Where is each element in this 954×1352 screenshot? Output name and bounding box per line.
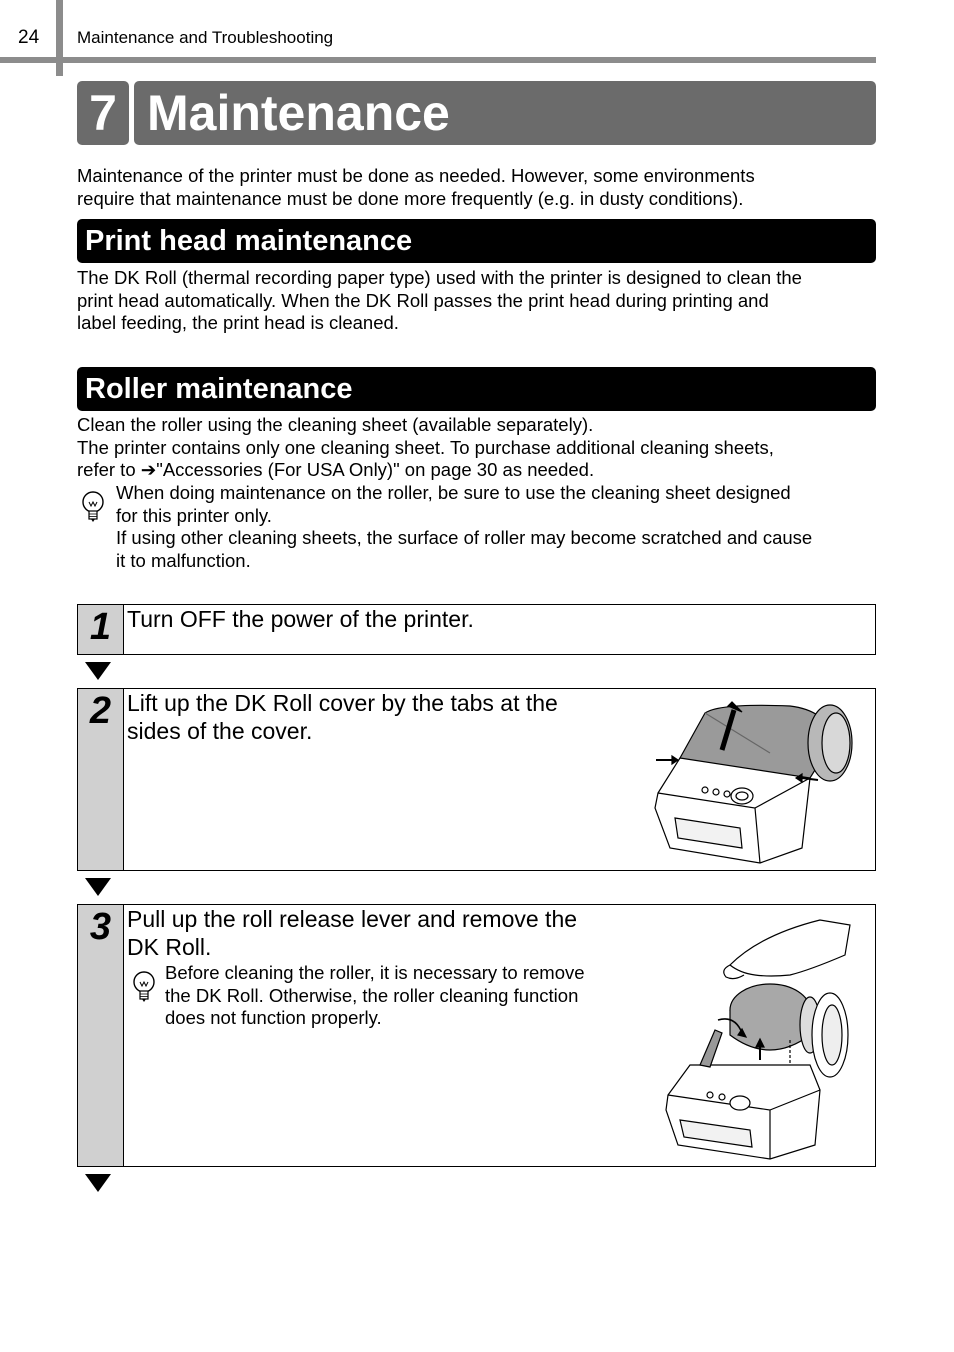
- instruction-line: DK Roll.: [127, 934, 212, 960]
- note-line: it to malfunction.: [116, 549, 251, 571]
- printer-cover-lift-illustration: [650, 698, 860, 866]
- step-number-column: [78, 605, 124, 654]
- paragraph-line: The printer contains only one cleaning sheet. To purchase additional cleaning sheets,: [77, 436, 774, 458]
- note-line: If using other cleaning sheets, the surface of roller may become scratched and cause: [116, 527, 813, 548]
- paragraph-line: refer to ➔"Accessories (For USA Only)" on page 30 as needed.: [77, 459, 595, 480]
- step-instruction: [127, 605, 474, 633]
- intro-paragraph: [77, 165, 867, 210]
- paragraph-line: Clean the roller using the cleaning sheet (available separately).: [77, 414, 594, 435]
- paragraph-line: print head automatically. When the DK Roll passes the print head during printing and: [77, 289, 769, 311]
- step-instruction: [127, 689, 558, 745]
- chapter-title: Maintenance: [134, 81, 876, 145]
- header-vertical-rule: [56, 0, 63, 76]
- step-number-column: [78, 905, 124, 1166]
- instruction-line: Pull up the roll release lever and remove the: [127, 906, 578, 932]
- note-line: When doing maintenance on the roller, be sure to use the cleaning sheet designed: [116, 482, 791, 503]
- running-header-title: Maintenance and Troubleshooting: [77, 28, 334, 47]
- down-arrow-icon: [85, 878, 111, 896]
- step-number: 3: [89, 906, 112, 948]
- roller-note: [116, 482, 876, 572]
- intro-line: Maintenance of the printer must be done as needed. However, some environments: [77, 165, 755, 186]
- step-3-note: [165, 962, 645, 1030]
- step-number: 2: [89, 690, 112, 732]
- lightbulb-icon: [80, 490, 106, 524]
- print-head-heading: Print head maintenance: [77, 219, 876, 263]
- instruction-line: sides of the cover.: [127, 718, 313, 744]
- step-instruction: [127, 905, 577, 961]
- down-arrow-icon: [85, 1174, 111, 1192]
- roller-paragraph: [77, 414, 877, 482]
- lightbulb-icon: [131, 970, 157, 1004]
- dk-roll-removal-illustration: [660, 915, 860, 1160]
- step-number: 1: [89, 606, 112, 648]
- note-line: Before cleaning the roller, it is necessary to remove: [165, 962, 585, 983]
- paragraph-line: label feeding, the print head is cleaned.: [77, 312, 399, 333]
- instruction-line: Lift up the DK Roll cover by the tabs at the: [127, 690, 558, 716]
- roller-heading: Roller maintenance: [77, 367, 876, 411]
- header-horizontal-rule: [0, 57, 876, 63]
- step-1: [77, 604, 876, 655]
- intro-line: require that maintenance must be done more frequently (e.g. in dusty conditions).: [77, 187, 744, 209]
- down-arrow-icon: [85, 662, 111, 680]
- note-line: for this printer only.: [116, 504, 272, 526]
- print-head-paragraph: [77, 267, 877, 335]
- note-line: does not function properly.: [165, 1007, 382, 1028]
- chapter-number: 7: [77, 81, 129, 145]
- page-number: 24: [18, 27, 40, 48]
- instruction-line: Turn OFF the power of the printer.: [127, 606, 474, 632]
- paragraph-line: The DK Roll (thermal recording paper type) used with the printer is designed to clean the: [77, 267, 802, 288]
- note-line: the DK Roll. Otherwise, the roller cleaning function: [165, 984, 579, 1006]
- step-number-column: [78, 689, 124, 870]
